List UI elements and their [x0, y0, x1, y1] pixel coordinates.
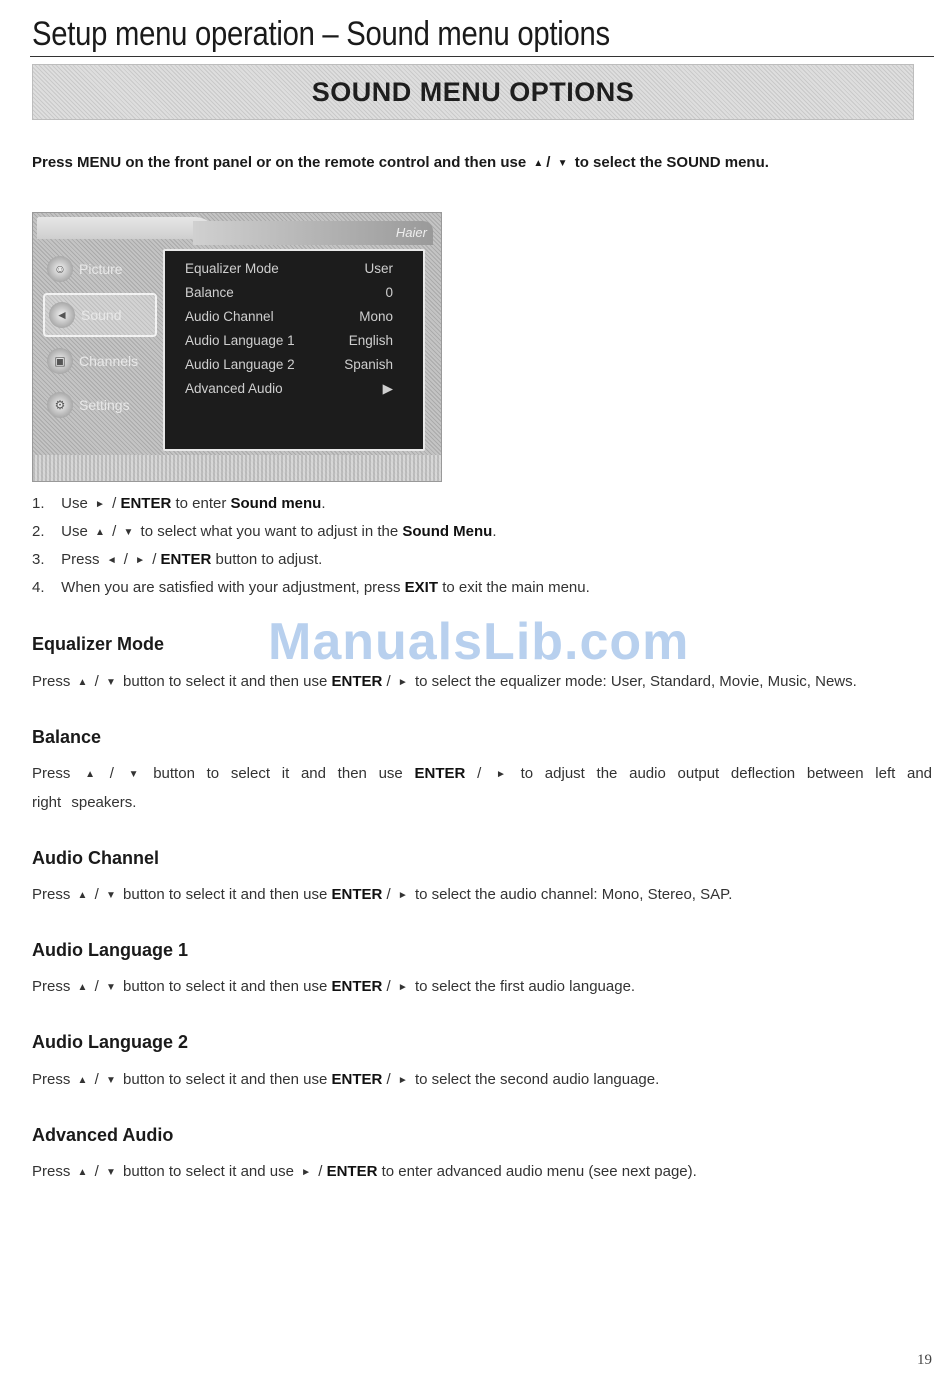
- tv-side-item-sound: [43, 293, 157, 337]
- down-arrow-icon: ▼: [128, 769, 139, 780]
- banner-text: SOUND MENU OPTIONS: [311, 76, 635, 107]
- step-number: 4.: [32, 579, 45, 596]
- speaker-icon: ◄: [49, 302, 75, 328]
- list-item: 2. Use ▲ / ▼ to select what you want to adjust in the Sound Menu.: [32, 521, 590, 549]
- chevron-right-icon: ▶: [382, 381, 393, 396]
- tv-row-value: Mono: [359, 309, 393, 324]
- tv-side-label: Picture: [79, 261, 123, 277]
- right-arrow-icon: ►: [397, 890, 408, 901]
- tv-row-key: Equalizer Mode: [185, 261, 279, 276]
- right-arrow-icon: ►: [95, 499, 105, 510]
- tv-row-key: Audio Language 2: [185, 357, 295, 372]
- section-heading-equalizer: Equalizer Mode: [32, 634, 165, 654]
- up-arrow-icon: ▲: [77, 677, 88, 688]
- tv-row-key: Audio Language 1: [185, 333, 295, 348]
- step-number: 2.: [32, 523, 45, 540]
- section-body-audio-language-1: Press ▲ / ▼ button to select it and then use ENTER / ► to select the first audio language.: [32, 973, 932, 1002]
- intro-before: Press MENU on the front panel or on the remote control and then use: [32, 154, 527, 171]
- up-arrow-icon: ▲: [95, 527, 105, 538]
- section-heading-advanced-audio: Advanced Audio: [32, 1125, 174, 1145]
- tv-side-item-settings: [43, 385, 163, 425]
- tv-side-label: Settings: [79, 397, 130, 413]
- settings-icon: ⚙: [47, 392, 73, 418]
- right-arrow-icon: ►: [495, 769, 506, 780]
- down-arrow-icon: ▼: [105, 890, 116, 901]
- down-arrow-icon: ▼: [105, 982, 116, 993]
- left-arrow-icon: ◄: [106, 555, 117, 566]
- channels-icon: ▣: [47, 348, 73, 374]
- tv-row-advanced-audio: [185, 381, 393, 405]
- tv-row-equalizer: [185, 261, 393, 285]
- down-arrow-icon: ▼: [123, 527, 134, 538]
- tv-side-item-picture: [43, 249, 163, 289]
- up-arrow-icon: ▲: [533, 158, 544, 169]
- tv-row-value: 0: [385, 285, 393, 300]
- tv-row-value: User: [364, 261, 393, 276]
- down-arrow-icon: ▼: [105, 677, 116, 688]
- section-body-audio-channel: Press ▲ / ▼ button to select it and then use ENTER / ► to select the audio channel: Mono, Stereo, SAP.: [32, 881, 932, 910]
- tv-row-key: Advanced Audio: [185, 381, 283, 396]
- tv-row-value: Spanish: [344, 357, 393, 372]
- list-item: 1. Use ► / ENTER to enter Sound menu.: [32, 493, 590, 521]
- intro-after: to select the SOUND menu.: [574, 154, 769, 171]
- steps-list: [32, 493, 590, 605]
- tv-side-item-channels: [43, 341, 163, 381]
- section-heading-audio-channel: Audio Channel: [32, 848, 159, 868]
- tv-side-label: Sound: [81, 307, 122, 323]
- tv-brand-logo: Haier: [395, 225, 427, 240]
- tv-menu-footer: [33, 455, 441, 481]
- up-arrow-icon: ▲: [77, 1167, 88, 1178]
- section-body-audio-language-2: Press ▲ / ▼ button to select it and then use ENTER / ► to select the second audio language.: [32, 1066, 932, 1095]
- step-number: 1.: [32, 495, 45, 512]
- watermark: ManualsLib.com: [268, 613, 690, 671]
- section-body-advanced-audio: Press ▲ / ▼ button to select it and use ► / ENTER to enter advanced audio menu (see next page).: [32, 1158, 932, 1187]
- intro-text: [32, 154, 769, 171]
- right-arrow-icon: ►: [301, 1167, 312, 1178]
- up-arrow-icon: ▲: [77, 1075, 88, 1086]
- tv-menu-screenshot: [32, 212, 442, 482]
- list-item: 4. When you are satisfied with your adjustment, press EXIT to exit the main menu.: [32, 577, 590, 605]
- tv-menu-tab: [37, 217, 217, 239]
- section-body-equalizer: Press ▲ / ▼ button to select it and then use ENTER / ► to select the equalizer mode: User, Standard, Movie, Music, News.: [32, 668, 932, 697]
- up-arrow-icon: ▲: [85, 769, 95, 780]
- down-arrow-icon: ▼: [105, 1075, 116, 1086]
- page-title: Setup menu operation – Sound menu options: [32, 15, 610, 53]
- section-heading-audio-language-1: Audio Language 1: [32, 940, 189, 960]
- up-arrow-icon: ▲: [77, 890, 88, 901]
- right-arrow-icon: ►: [397, 1075, 408, 1086]
- tv-row-audio-language-1: [185, 333, 393, 357]
- right-arrow-icon: ►: [135, 555, 146, 566]
- section-heading-balance: Balance: [32, 727, 102, 747]
- tv-side-label: Channels: [79, 353, 139, 369]
- title-rule: [30, 56, 934, 57]
- up-arrow-icon: ▲: [77, 982, 88, 993]
- intro-slash: /: [546, 154, 551, 171]
- right-arrow-icon: ►: [397, 982, 408, 993]
- tv-row-balance: [185, 285, 393, 309]
- step-number: 3.: [32, 551, 45, 568]
- tv-sound-panel: [163, 249, 425, 451]
- page-number: 19: [917, 1352, 932, 1368]
- tv-row-audio-language-2: [185, 357, 393, 381]
- tv-row-key: Balance: [185, 285, 234, 300]
- section-body-balance: Press ▲ / ▼ button to select it and then use ENTER / ► to adjust the audio output deflection between left and right speakers.: [32, 760, 932, 817]
- section-banner: [32, 64, 914, 120]
- down-arrow-icon: ▼: [557, 158, 568, 169]
- list-item: 3. Press ◄ / ► / ENTER button to adjust.: [32, 549, 590, 577]
- picture-icon: ☺: [47, 256, 73, 282]
- tv-row-audio-channel: [185, 309, 393, 333]
- down-arrow-icon: ▼: [105, 1167, 116, 1178]
- right-arrow-icon: ►: [397, 677, 408, 688]
- tv-menu-sidebar: [43, 249, 163, 429]
- tv-row-value: English: [348, 333, 393, 348]
- section-heading-audio-language-2: Audio Language 2: [32, 1032, 189, 1052]
- tv-row-key: Audio Channel: [185, 309, 274, 324]
